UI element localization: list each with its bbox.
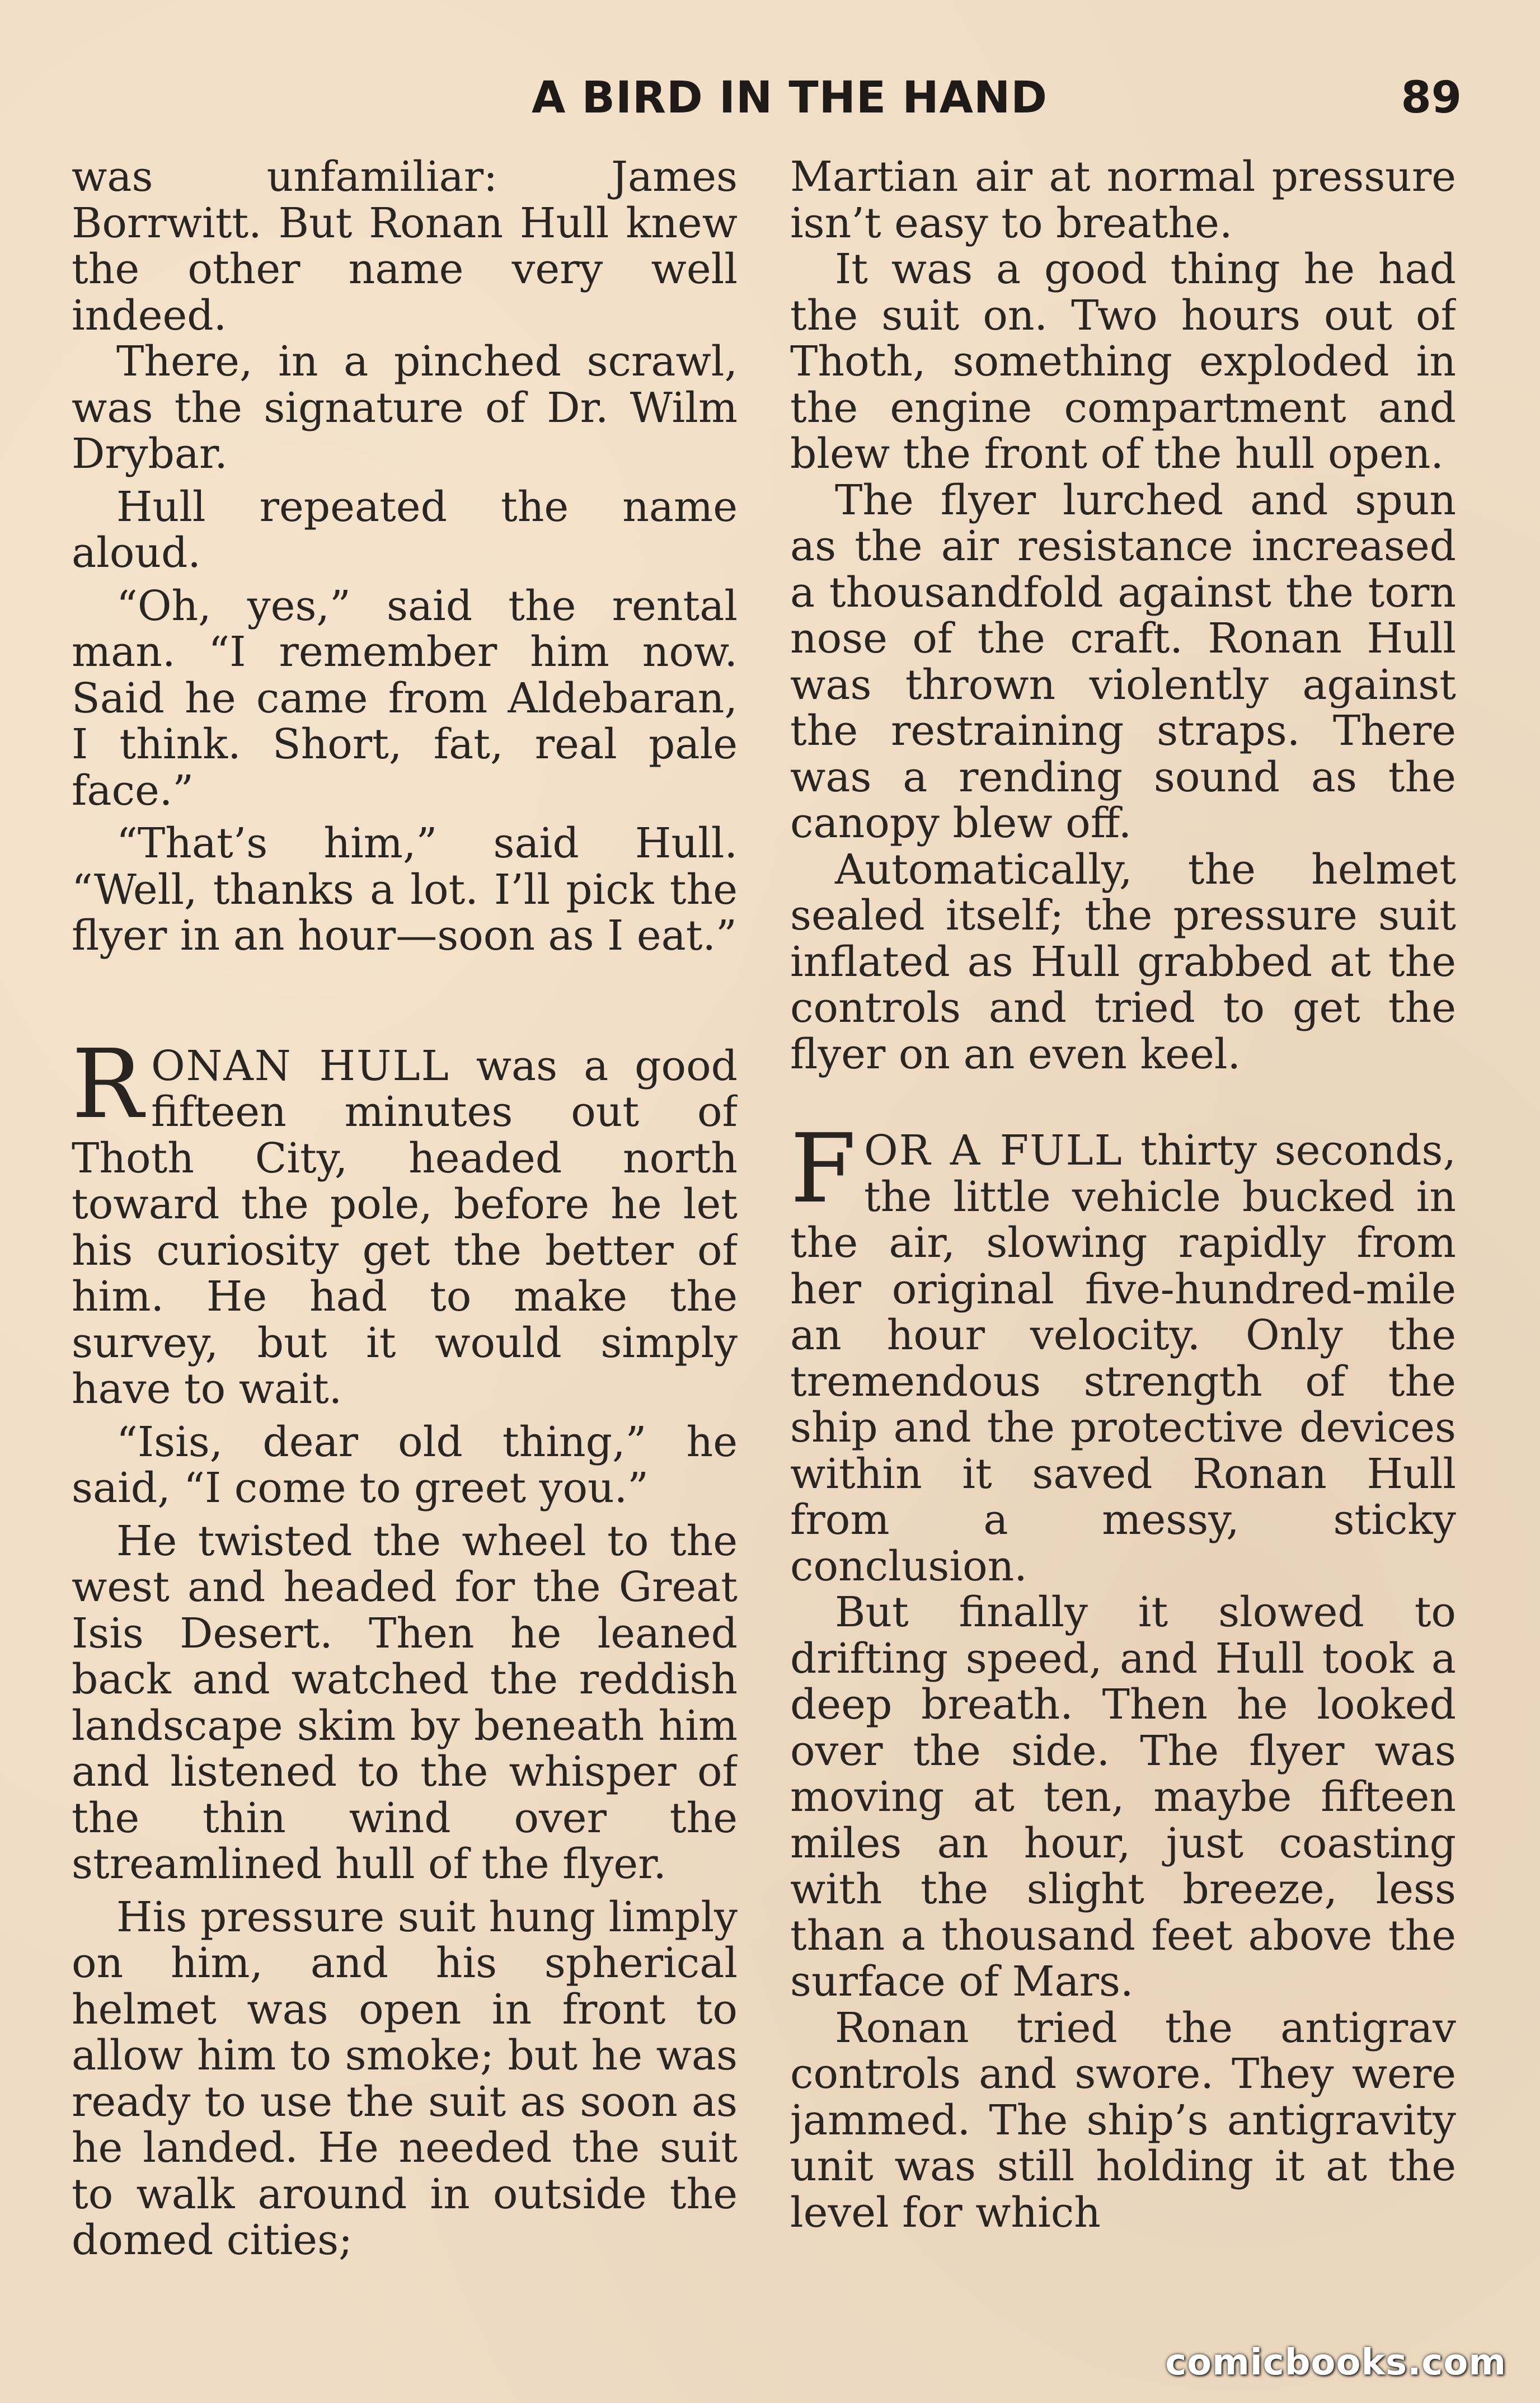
section-opening-paragraph	[72, 1029, 738, 1413]
paragraph: The flyer lurched and spun as the air resistance increased a thousandfold against the torn nose of the craft. Ronan Hull was thrown violently against the restraining straps. There was a rending sound as the canopy blew off.	[790, 476, 1456, 847]
left-column	[72, 154, 738, 2308]
paragraph: “Oh, yes,” said the rental man. “I remember him now. Said he came from Aldebaran, I think. Short, fat, real pale face.”	[72, 581, 738, 815]
paragraph: But finally it slowed to drifting speed, and Hull took a deep breath. Then he looked over the side. The flyer was moving at ten, maybe fifteen miles an hour, just coasting with the slight breeze, less than a thousand feet above the surface of Mars.	[790, 1588, 1456, 2006]
paragraph-text: thirty seconds, the little vehicle bucked in the air, slowing rapidly from her original five-hundred-mile an hour velocity. Only the tremendous strength of the ship and the protective devices within it saved Ronan Hull from a messy, sticky conclusion.	[790, 1127, 1456, 1590]
page-number: 89	[1401, 73, 1462, 123]
page-header	[0, 73, 1540, 129]
paragraph: “That’s him,” said Hull. “Well, thanks a lot. I’ll pick the flyer in an hour—soon as I eat.”	[72, 819, 738, 960]
paragraph: Martian air at normal pressure isn’t easy to breathe.	[790, 154, 1456, 247]
paragraph-text: was a good fifteen minutes out of Thoth City, headed north toward the pole, before he let his curiosity get the better of him. He had to make the survey, but it would simply have to wait.	[72, 1041, 738, 1413]
right-column	[790, 154, 1456, 2308]
paragraph: There, in a pinched scrawl, was the signature of Dr. Wilm Drybar.	[72, 337, 738, 478]
section-opening-paragraph	[790, 1114, 1456, 1590]
drop-cap: R	[72, 1029, 143, 1140]
paragraph: was unfamiliar: James Borrwitt. But Ronan Hull knew the other name very well indeed.	[72, 154, 738, 340]
paragraph: His pressure suit hung limply on him, and his spherical helmet was open in front to allow him to smoke; but he was ready to use the suit as soon as he landed. He needed the suit to walk around in outside the domed cities;	[72, 1893, 738, 2264]
paragraph: Hull repeated the name aloud.	[72, 482, 738, 577]
small-caps-lead: OR A FULL	[863, 1127, 1123, 1175]
paragraph: It was a good thing he had the suit on. Two hours out of Thoth, something exploded in the engine compartment and blew the front of the hull open.	[790, 245, 1456, 478]
running-title: A BIRD IN THE HAND	[532, 73, 1048, 123]
paragraph: Ronan tried the antigrav controls and swore. They were jammed. The ship’s antigravity unit was still holding it at the level for which	[790, 2003, 1456, 2237]
paragraph: He twisted the wheel to the west and headed for the Great Isis Desert. Then he leaned back and watched the reddish landscape skim by beneath him and listened to the whisper of the thin wind over the streamlined hull of the flyer.	[72, 1517, 738, 1888]
small-caps-lead: ONAN HULL	[151, 1041, 450, 1090]
watermark: comicbooks.com	[1165, 2342, 1506, 2383]
paragraph: Automatically, the helmet sealed itself; the pressure suit inflated as Hull grabbed at the controls and tried to get the flyer on an even keel.	[790, 845, 1456, 1078]
drop-cap: F	[790, 1114, 856, 1224]
paragraph: “Isis, dear old thing,” he said, “I come to greet you.”	[72, 1418, 738, 1512]
